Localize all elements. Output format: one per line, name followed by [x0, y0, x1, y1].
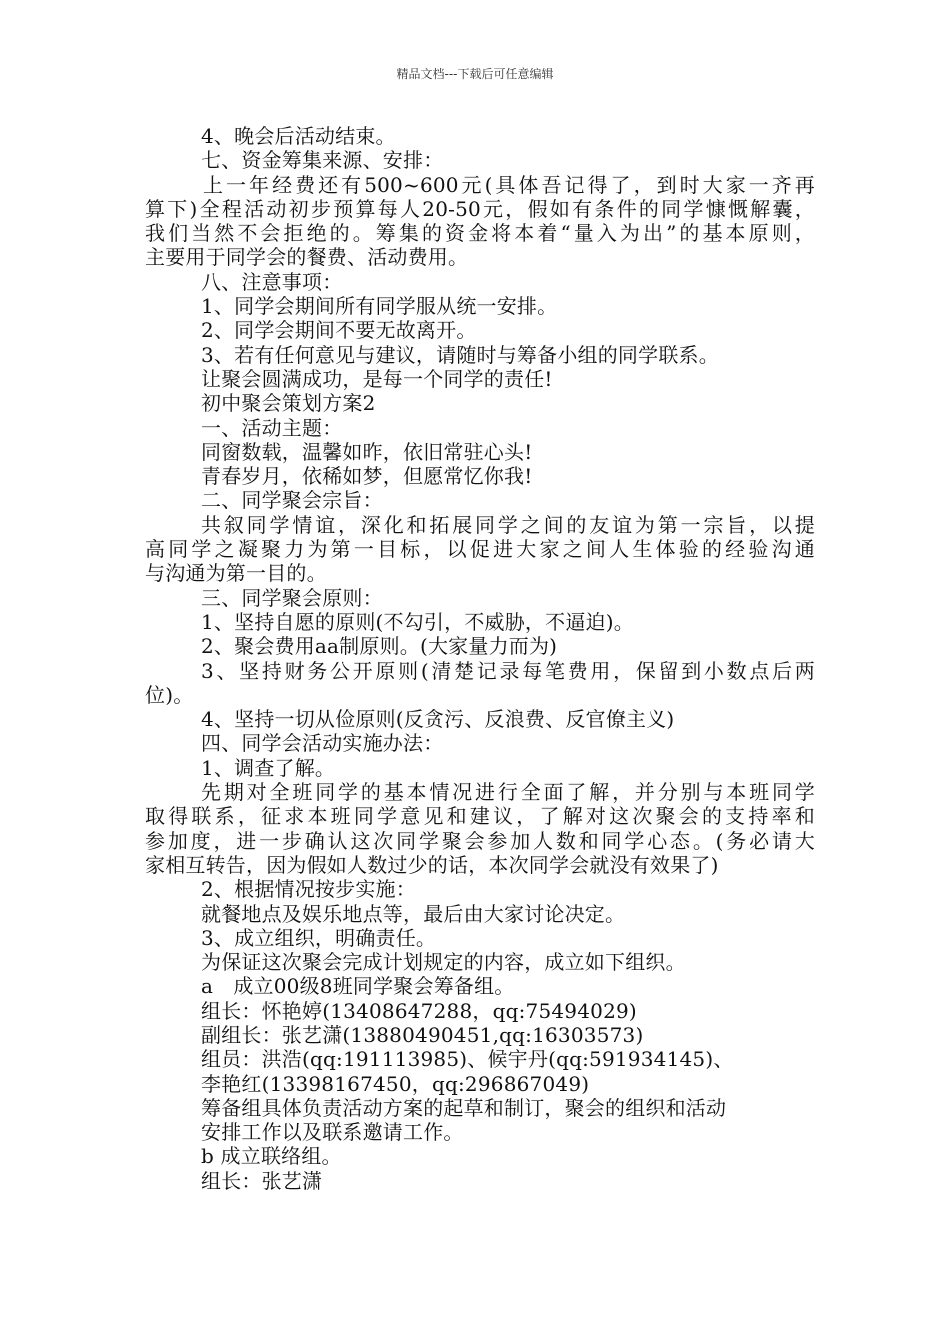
section-heading: 七、资金筹集来源、安排：: [201, 148, 444, 173]
text-line: a 成立00级8班同学聚会筹备组。: [201, 974, 515, 999]
text-line: 参加度，进一步确认这次同学聚会参加人数和同学心态。(务必请大: [145, 828, 815, 853]
text-line: 3、坚持财务公开原则(清楚记录每笔费用，保留到小数点后两: [201, 658, 815, 683]
text-line: 让聚会圆满成功，是每一个同学的责任!: [201, 366, 553, 391]
section-heading: 三、同学聚会原则：: [201, 585, 383, 610]
text-line: 1、同学会期间所有同学服从统一安排。: [201, 294, 558, 319]
text-line: 筹备组具体负责活动方案的起草和制订，聚会的组织和活动: [201, 1095, 727, 1120]
text-line: 同窗数载，温馨如昨，依旧常驻心头!: [201, 439, 533, 464]
text-line: 就餐地点及娱乐地点等，最后由大家讨论决定。: [201, 901, 626, 926]
plan-title: 初中聚会策划方案2: [201, 391, 376, 416]
text-line: 3、若有任何意见与建议，请随时与筹备小组的同学联系。: [201, 342, 719, 367]
document-body: [145, 124, 815, 1193]
text-line: 主要用于同学会的餐费、活动费用。: [145, 245, 469, 270]
text-line: 1、坚持自愿的原则(不勾引，不威胁，不逼迫)。: [201, 609, 634, 634]
section-heading: 一、活动主题：: [201, 415, 343, 440]
text-line: 副组长：张艺潇(13880490451,qq:16303573): [201, 1022, 644, 1047]
text-line: 与沟通为第一目的。: [145, 561, 327, 586]
text-line: 4、坚持一切从俭原则(反贪污、反浪费、反官僚主义): [201, 707, 675, 732]
text-line: 高同学之凝聚力为第一目标，以促进大家之间人生体验的经验沟通: [145, 537, 815, 562]
text-line: 位)。: [145, 682, 194, 707]
text-line: 上一年经费还有500~600元(具体吾记得了，到时大家一齐再: [203, 172, 815, 197]
text-line: 组长：怀艳婷(13408647288，qq:75494029): [201, 998, 637, 1023]
text-line: 2、聚会费用aa制原则。(大家量力而为): [201, 634, 558, 659]
text-line: 3、成立组织，明确责任。: [201, 925, 437, 950]
text-line: 2、同学会期间不要无故离开。: [201, 318, 477, 343]
text-line: 安排工作以及联系邀请工作。: [201, 1120, 464, 1145]
text-line: 青春岁月，依稀如梦，但愿常忆你我!: [201, 464, 533, 489]
text-line: 家相互转告，因为假如人数过少的话，本次同学会就没有效果了): [145, 852, 719, 877]
text-line: 我们当然不会拒绝的。筹集的资金将本着“量入为出”的基本原则，: [145, 221, 815, 246]
section-heading: 八、注意事项：: [201, 269, 343, 294]
page-header: 精品文档---下载后可任意编辑: [396, 67, 554, 81]
text-line: 1、调查了解。: [201, 755, 336, 780]
text-line: b 成立联络组。: [201, 1144, 342, 1169]
text-line: 取得联系，征求本班同学意见和建议，了解对这次聚会的支持率和: [145, 804, 815, 829]
text-line: 组长：张艺潇: [201, 1168, 323, 1193]
section-heading: 二、同学聚会宗旨：: [201, 488, 383, 513]
text-line: 先期对全班同学的基本情况进行全面了解，并分别与本班同学: [201, 780, 815, 805]
text-line: 共叙同学情谊，深化和拓展同学之间的友谊为第一宗旨，以提: [201, 512, 815, 537]
text-line: 为保证这次聚会完成计划规定的内容，成立如下组织。: [201, 950, 686, 975]
text-line: 组员：洪浩(qq:191113985)、候宇丹(qq:591934145)、: [201, 1047, 734, 1072]
text-line: 2、根据情况按步实施：: [201, 877, 416, 902]
text-line: 4、晚会后活动结束。: [201, 124, 396, 148]
text-line: 算下)全程活动初步预算每人20-50元，假如有条件的同学慷慨解囊，: [145, 196, 815, 221]
section-heading: 四、同学会活动实施办法：: [201, 731, 444, 756]
text-line: 李艳红(13398167450，qq:296867049): [201, 1071, 590, 1096]
